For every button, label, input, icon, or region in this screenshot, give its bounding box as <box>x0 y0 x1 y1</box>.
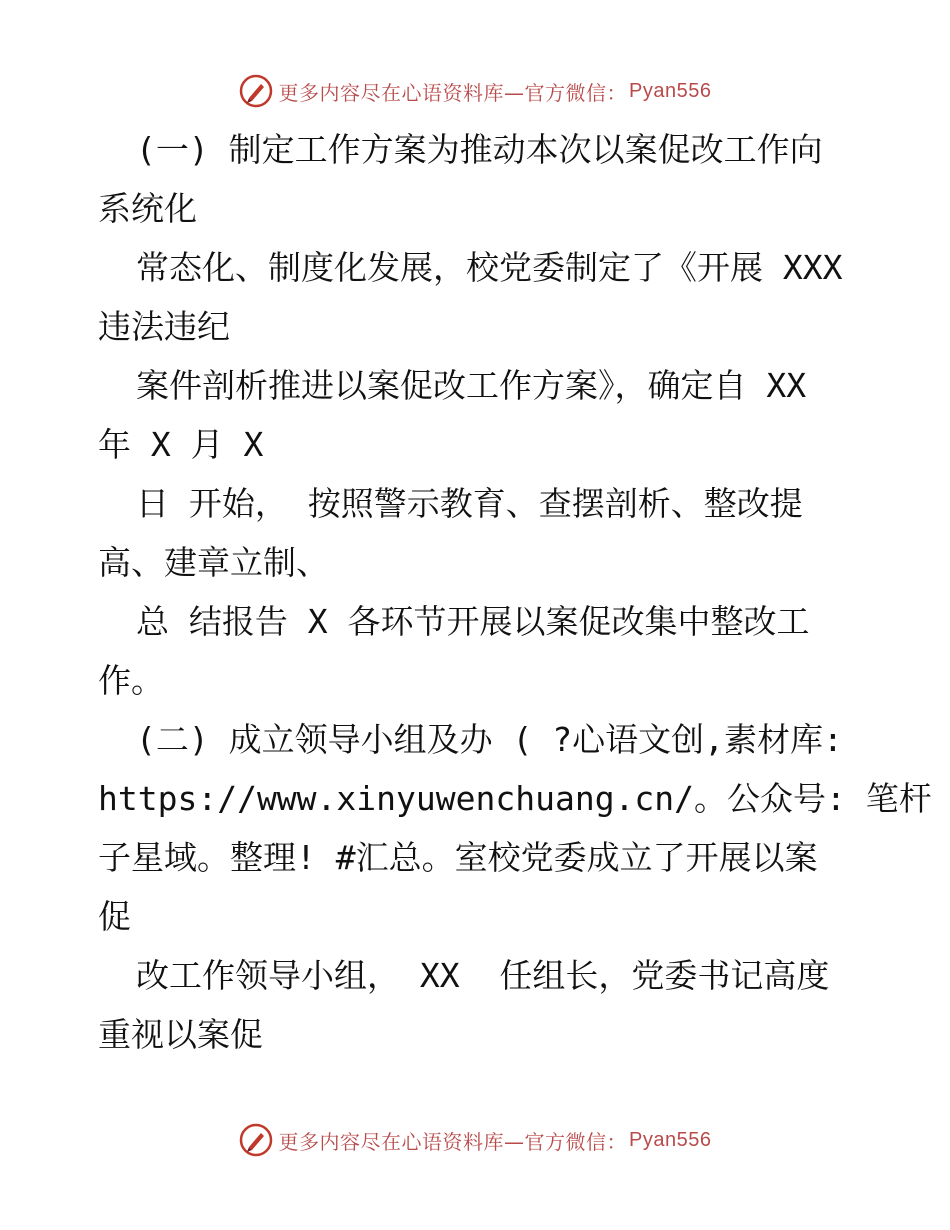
text-line: 系统化 <box>98 189 197 228</box>
document-body <box>98 120 932 1064</box>
text-line: https://www.xinyuwenchuang.cn/。公众号: 笔杆 <box>98 779 932 818</box>
watermark-text: 更多内容尽在心语资料库—官方微信： <box>278 80 628 105</box>
watermark-text: 更多内容尽在心语资料库—官方微信： <box>278 1129 628 1154</box>
pen-logo-icon <box>239 1123 273 1157</box>
text-line: 高、建章立制、 <box>98 543 329 582</box>
text-line: 日 开始， 按照警示教育、查摆剖析、整改提 <box>136 484 803 523</box>
text-line: 总 结报告 X 各环节开展以案促改集中整改工 <box>136 602 810 641</box>
text-line: 案件剖析推进以案促改工作方案》，确定自 XX <box>136 366 807 405</box>
footer-watermark <box>0 1120 950 1160</box>
text-line: 子星域。整理! #汇总。室校党委成立了开展以案 <box>98 838 818 877</box>
text-line: 作。 <box>98 661 164 700</box>
text-line: 常态化、制度化发展，校党委制定了《开展 XXX <box>136 248 843 287</box>
text-line: 促 <box>98 897 131 936</box>
watermark-account: Pyan556 <box>629 79 712 102</box>
text-line: (二) 成立领导小组及办 ( ?心语文创,素材库: <box>136 720 843 759</box>
text-line: (一) 制定工作方案为推动本次以案促改工作向 <box>136 130 823 169</box>
text-line: 年 X 月 X <box>98 425 264 464</box>
watermark-account: Pyan556 <box>629 1128 712 1151</box>
header-watermark <box>0 71 950 111</box>
text-line: 违法违纪 <box>98 307 230 346</box>
text-line: 改工作领导小组， XX 任组长，党委书记高度 <box>136 956 830 995</box>
pen-logo-icon <box>239 74 273 108</box>
text-line: 重视以案促 <box>98 1015 263 1054</box>
